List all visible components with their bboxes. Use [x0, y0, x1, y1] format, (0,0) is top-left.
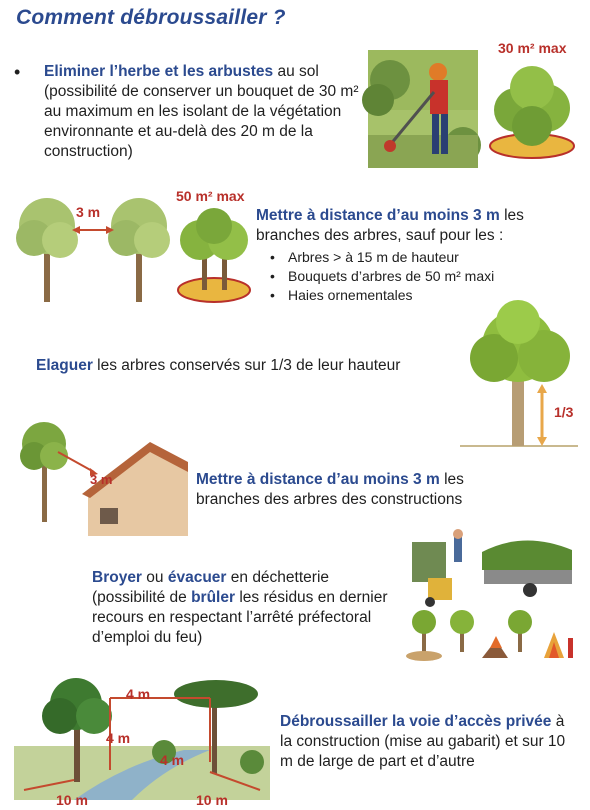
bush-area-label: 30 m² max [498, 40, 567, 56]
list-item: • Haies ornementales [264, 286, 564, 305]
eliminate-bold: Eliminer l’herbe et les arbustes [44, 63, 274, 80]
prune-bold: Elaguer [36, 357, 93, 374]
pruned-tree-illustration [460, 300, 588, 450]
list-item: • Arbres > à 15 m de hauteur [264, 248, 564, 267]
bush-platform-illustration [486, 60, 578, 162]
house-distance-bold: Mettre à distance d’au moins 3 m [196, 471, 440, 488]
house-distance-label: 3 m [90, 472, 113, 487]
distance-desc: les branches des arbres, sauf pour les : [256, 207, 524, 244]
bullet-marker: • [14, 62, 21, 82]
prune-ratio-label: 1/3 [554, 404, 574, 420]
section-eliminate-text [44, 62, 362, 162]
evacuate-bold: évacuer [167, 569, 227, 586]
road-clearance-right-label: 4 m [160, 752, 185, 768]
section-access-road-text [280, 712, 578, 772]
list-item: • Bouquets d’arbres de 50 m² maxi [264, 267, 564, 286]
house-distance-desc: les branches des arbres des constructions [196, 471, 464, 508]
brushcutter-illustration [368, 50, 478, 168]
or-text: ou [146, 569, 164, 586]
page-title: Comment débroussailler ? [16, 6, 286, 29]
section-disposal-text [92, 568, 392, 648]
road-width-left-label: 10 m [56, 792, 88, 808]
tree-distance-label: 3 m [76, 204, 101, 220]
road-width-right-label: 10 m [196, 792, 228, 808]
access-road-desc: à la construction (mise au gabarit) et sur 10 m de large de part et d’autre [280, 713, 566, 770]
exceptions-list [264, 248, 564, 305]
section-distance-text [256, 206, 576, 246]
disposal-illustrations [404, 528, 580, 672]
access-road-bold: Débroussailler la voie d’accès privée [280, 713, 552, 730]
road-clearance-top-label: 4 m [126, 686, 151, 702]
grove-area-label: 50 m² max [176, 188, 245, 204]
section-house-distance-text [196, 470, 486, 510]
grove-platform-illustration [176, 208, 252, 304]
section-prune-text [36, 356, 466, 376]
eliminate-desc: au sol (possibilité de conserver un bouquet de 30 m² au maximum en les isolant de la végétation environnante et au-delà des 20 m de la construction) [44, 63, 359, 160]
disposal-desc-1: en déchetterie (possibilité de [92, 569, 330, 606]
burn-bold: brûler [191, 589, 236, 606]
distance-bold: Mettre à distance d’au moins 3 m [256, 207, 500, 224]
disposal-desc-2: les résidus en dernier recours en respectant l’arrêté préfectoral d’emploi du feu) [92, 589, 388, 646]
prune-desc: les arbres conservés sur 1/3 de leur hauteur [97, 357, 401, 374]
grind-bold: Broyer [92, 569, 142, 586]
road-clearance-left-label: 4 m [106, 730, 131, 746]
